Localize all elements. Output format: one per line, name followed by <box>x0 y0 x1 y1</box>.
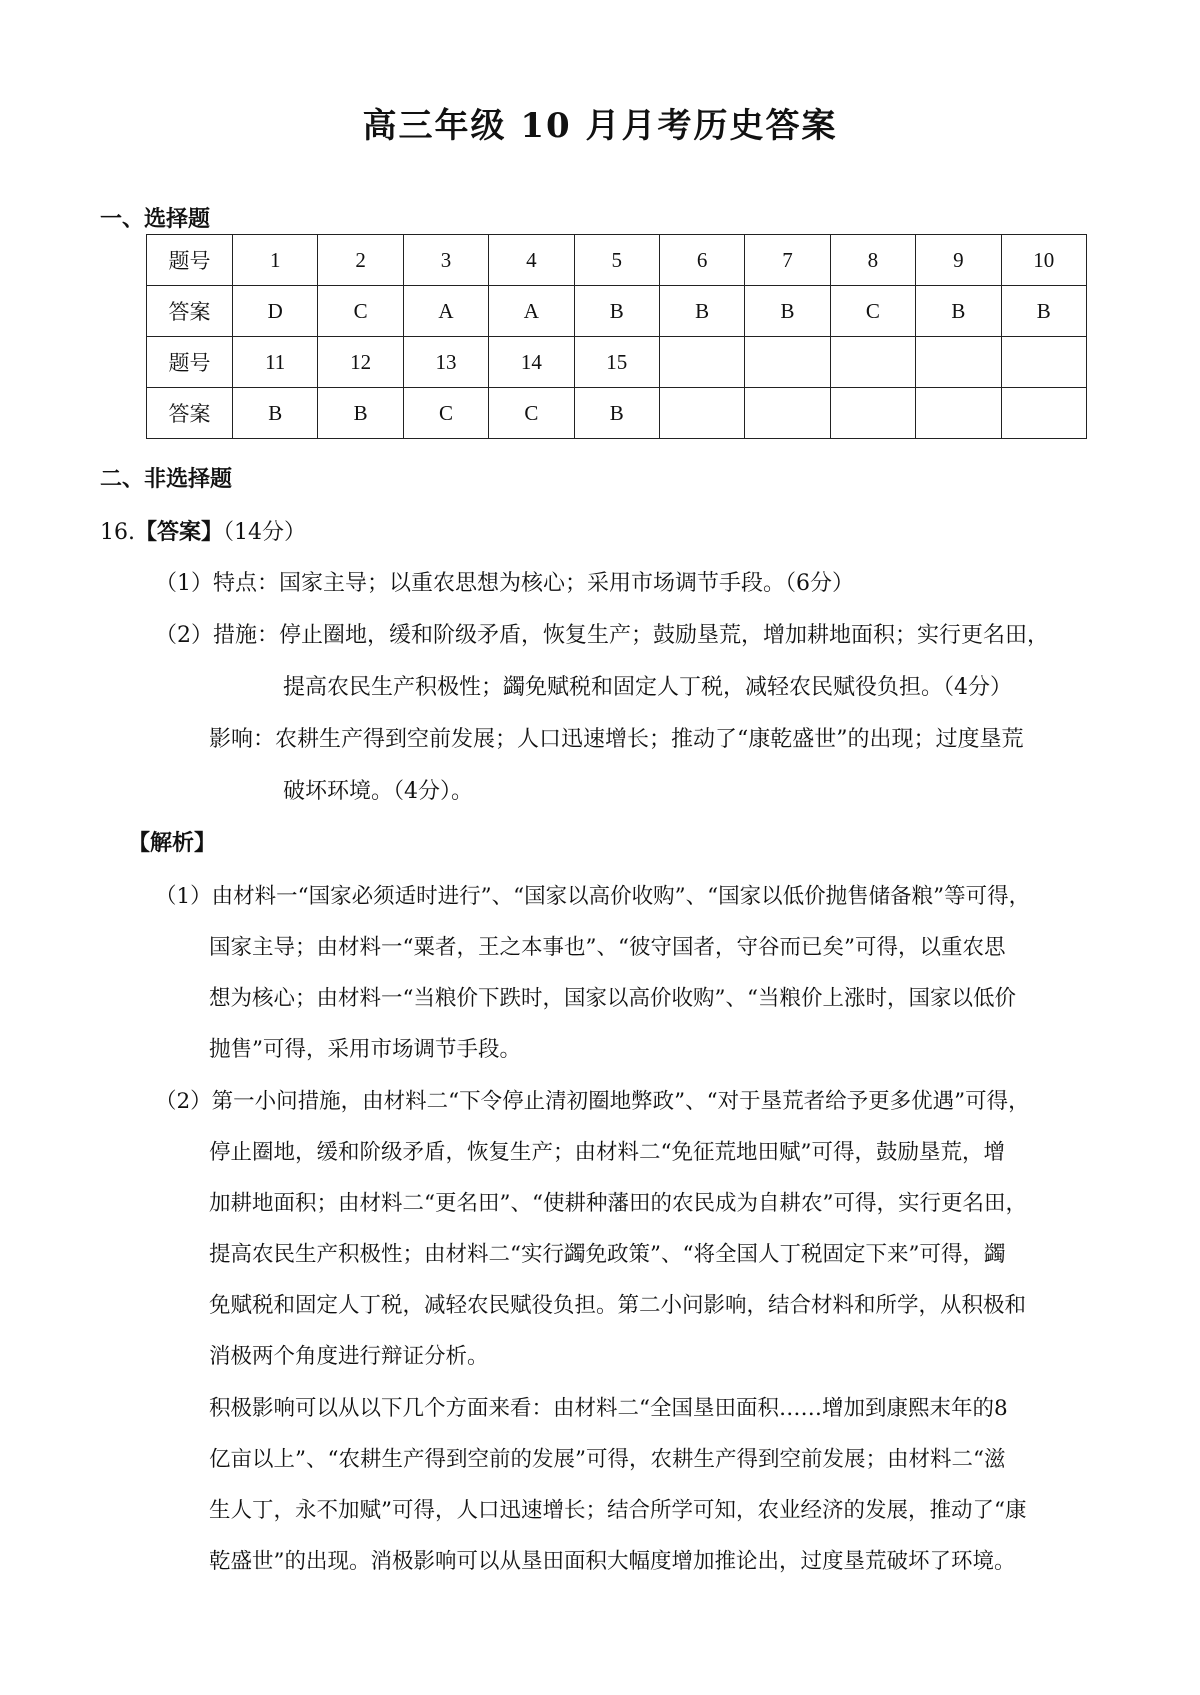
analysis-line: 生人丁，永不加赋”可得，人口迅速增长；结合所学可知，农业经济的发展，推动了“康 <box>209 1498 1027 1523</box>
table-cell <box>659 388 744 439</box>
table-cell: B <box>574 388 659 439</box>
table-cell: 10 <box>1001 235 1086 286</box>
answer-line: 提高农民生产积极性；蠲免赋税和固定人丁税，减轻农民赋役负担。（4分） <box>283 675 1012 700</box>
table-cell <box>830 388 915 439</box>
table-cell: D <box>233 286 318 337</box>
answer-tag: 【答案】 <box>135 520 224 545</box>
table-cell <box>830 337 915 388</box>
table-cell: 13 <box>403 337 488 388</box>
table-cell <box>916 388 1001 439</box>
table-row <box>147 337 1087 388</box>
table-cell: 8 <box>830 235 915 286</box>
table-cell: 14 <box>489 337 574 388</box>
analysis-line: 亿亩以上”、“农耕生产得到空前的发展”可得，农耕生产得到空前发展；由材料二“滋 <box>209 1447 1006 1472</box>
table-cell <box>745 337 830 388</box>
analysis-line: 乾盛世”的出现。消极影响可以从垦田面积大幅度增加推论出，过度垦荒破坏了环境。 <box>209 1549 1016 1574</box>
answer-line: （1）特点：国家主导；以重农思想为核心；采用市场调节手段。（6分） <box>155 571 854 596</box>
table-cell: A <box>403 286 488 337</box>
table-cell: 12 <box>318 337 403 388</box>
analysis-line: 消极两个角度进行辩证分析。 <box>209 1344 489 1369</box>
table-cell: B <box>233 388 318 439</box>
table-cell: 11 <box>233 337 318 388</box>
row-label: 题号 <box>147 235 233 286</box>
table-cell: C <box>489 388 574 439</box>
table-cell: B <box>745 286 830 337</box>
table-row <box>147 388 1087 439</box>
table-cell: C <box>830 286 915 337</box>
row-label: 答案 <box>147 286 233 337</box>
analysis-line: 积极影响可以从以下几个方面来看：由材料二“全国垦田面积……增加到康熙末年的8 <box>209 1396 1008 1421</box>
answer-line: （2）措施：停止圈地，缓和阶级矛盾，恢复生产；鼓励垦荒，增加耕地面积；实行更名田， <box>155 623 1050 648</box>
table-cell: C <box>403 388 488 439</box>
question-number: 16. <box>100 520 135 545</box>
table-cell: 9 <box>916 235 1001 286</box>
table-cell: B <box>574 286 659 337</box>
table-cell: B <box>1001 286 1086 337</box>
table-cell: B <box>916 286 1001 337</box>
answer-line: 破坏环境。（4分）。 <box>283 779 473 804</box>
table-cell: C <box>318 286 403 337</box>
analysis-line: 提高农民生产积极性；由材料二“实行蠲免政策”、“将全国人丁税固定下来”可得，蠲 <box>209 1242 1006 1267</box>
table-row <box>147 286 1087 337</box>
table-cell: B <box>318 388 403 439</box>
table-cell: 15 <box>574 337 659 388</box>
answer-table <box>146 234 1087 439</box>
row-label: 答案 <box>147 388 233 439</box>
analysis-line: 免赋税和固定人丁税，减轻农民赋役负担。第二小问影响，结合材料和所学，从积极和 <box>209 1293 1027 1318</box>
table-cell: 2 <box>318 235 403 286</box>
table-cell: A <box>489 286 574 337</box>
section-heading-nonchoice: 二、非选择题 <box>100 467 233 492</box>
question-score: （14分） <box>223 520 307 545</box>
table-row <box>147 235 1087 286</box>
table-cell: 1 <box>233 235 318 286</box>
analysis-line: 停止圈地，缓和阶级矛盾，恢复生产；由材料二“免征荒地田赋”可得，鼓励垦荒，增 <box>209 1140 1005 1165</box>
question-header <box>100 515 306 546</box>
page-title: 高三年级 10 月月考历史答案 <box>362 106 838 146</box>
table-cell: 3 <box>403 235 488 286</box>
analysis-line: （1）由材料一“国家必须适时进行”、“国家以高价收购”、“国家以低价抛售储备粮”等可得， <box>155 884 1031 909</box>
table-cell: 5 <box>574 235 659 286</box>
table-cell: 6 <box>659 235 744 286</box>
table-cell <box>916 337 1001 388</box>
table-cell <box>745 388 830 439</box>
analysis-line: 抛售”可得，采用市场调节手段。 <box>209 1037 521 1062</box>
table-cell: 7 <box>745 235 830 286</box>
analysis-line: 国家主导；由材料一“粟者，王之本事也”、“彼守国者，守谷而已矣”可得，以重农思 <box>209 935 1006 960</box>
section-heading-choice: 一、选择题 <box>100 207 211 232</box>
table-cell <box>1001 388 1086 439</box>
analysis-line: （2）第一小问措施，由材料二“下令停止清初圈地弊政”、“对于垦荒者给予更多优遇”可得， <box>155 1089 1030 1114</box>
table-cell: 4 <box>489 235 574 286</box>
row-label: 题号 <box>147 337 233 388</box>
analysis-line: 想为核心；由材料一“当粮价下跌时，国家以高价收购”、“当粮价上涨时，国家以低价 <box>209 986 1016 1011</box>
table-cell <box>659 337 744 388</box>
table-cell: B <box>659 286 744 337</box>
answer-line: 影响：农耕生产得到空前发展；人口迅速增长；推动了“康乾盛世”的出现；过度垦荒 <box>209 727 1024 752</box>
analysis-line: 加耕地面积；由材料二“更名田”、“使耕种藩田的农民成为自耕农”可得，实行更名田， <box>209 1191 1027 1216</box>
analysis-tag: 【解析】 <box>128 831 217 856</box>
table-cell <box>1001 337 1086 388</box>
